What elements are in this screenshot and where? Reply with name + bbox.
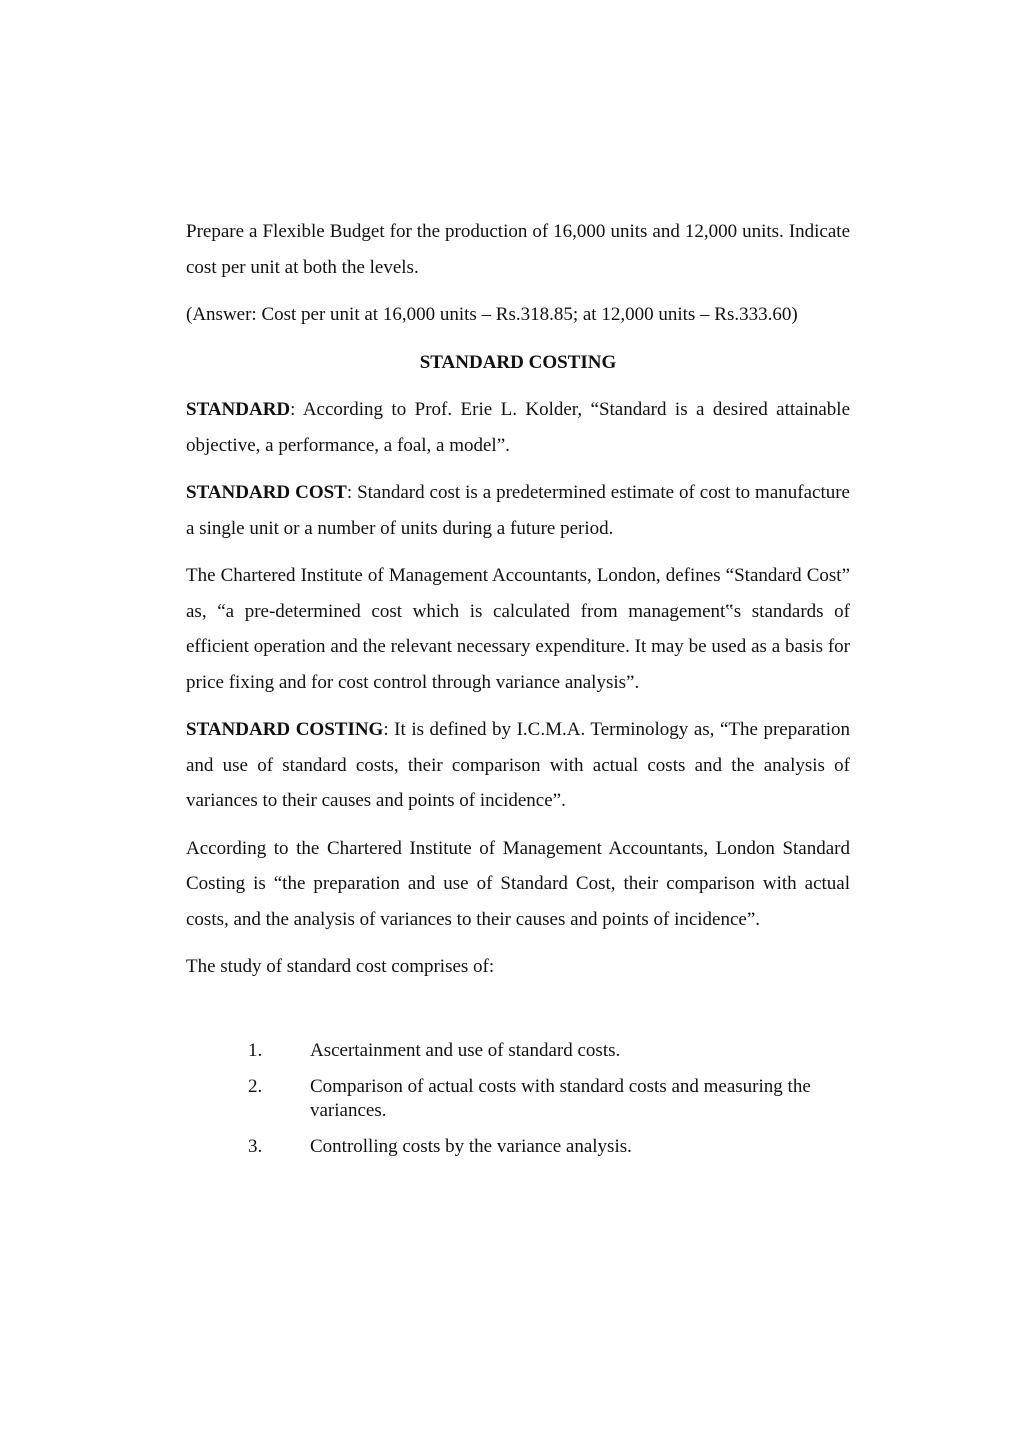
term-standard-cost: STANDARD COST [186, 482, 347, 503]
list-item-text: Ascertainment and use of standard costs. [310, 1039, 621, 1061]
term-standard-costing: STANDARD COSTING [186, 719, 384, 740]
study-list [186, 1039, 850, 1159]
definition-standard-cost [186, 475, 850, 546]
list-item [186, 1135, 850, 1159]
list-item-text: Controlling costs by the variance analysis. [310, 1135, 632, 1157]
list-item-text: Comparison of actual costs with standard costs and measuring the variances. [310, 1075, 811, 1121]
answer-paragraph: (Answer: Cost per unit at 16,000 units – Rs.318.85; at 12,000 units – Rs.333.60) [186, 304, 798, 325]
cima-definition-paragraph: The Chartered Institute of Management Accountants, London, defines “Standard Cost” as, “a pre-determined cost which is calculated from management‟s standards of efficient operation and the relevant necessary expenditure. It may be used as a basis for price fixing and for cost control through variance analysis”. [186, 565, 850, 693]
term-standard: STANDARD [186, 399, 291, 420]
intro-paragraph: Prepare a Flexible Budget for the production of 16,000 units and 12,000 units. Indicate cost per unit at both the levels. [186, 221, 850, 278]
list-item-number: 2. [248, 1075, 263, 1097]
section-title: STANDARD COSTING [419, 351, 617, 373]
list-item [186, 1075, 850, 1123]
list-item-number: 1. [248, 1039, 263, 1061]
definition-standard-costing-text: : It is defined by I.C.M.A. Terminology as, “The preparation and use of standard costs, their comparison with actual costs and the analysis of variances to their causes and points of incidence”. [186, 719, 850, 811]
definition-standard-costing [186, 712, 850, 819]
definition-standard-text: : According to Prof. Erie L. Kolder, “Standard is a desired attainable objective, a performance, a foal, a model”. [186, 399, 850, 456]
list-item [186, 1039, 850, 1063]
study-intro: The study of standard cost comprises of: [186, 956, 495, 977]
document-page [186, 214, 850, 1171]
list-item-number: 3. [248, 1135, 263, 1157]
definition-standard [186, 392, 850, 463]
definition-standard-cost-text: : Standard cost is a predetermined estimate of cost to manufacture a single unit or a number of units during a future period. [186, 482, 850, 539]
cima-standard-costing-paragraph: According to the Chartered Institute of Management Accountants, London Standard Costing is “the preparation and use of Standard Cost, their comparison with actual costs, and the analysis of variances to their causes and points of incidence”. [186, 837, 850, 930]
